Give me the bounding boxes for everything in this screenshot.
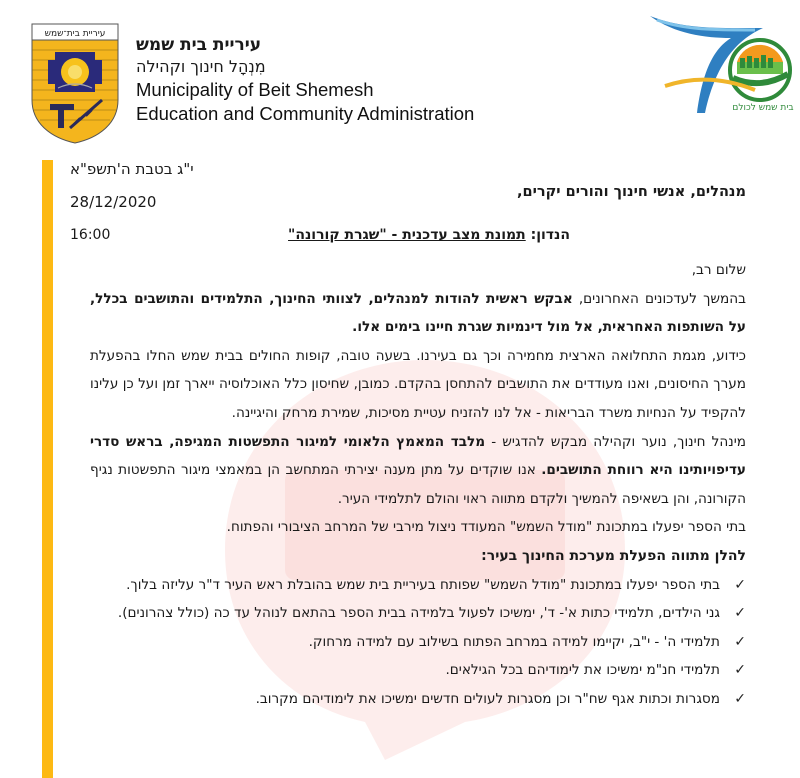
accent-side-bar — [42, 160, 53, 778]
department-name-he: מִנְהָל חינוך וקהילה — [136, 57, 266, 76]
letterhead — [136, 34, 496, 126]
svg-text:עיריית בית־שמש: עיריית בית־שמש — [44, 29, 106, 39]
subject-prefix: הנדון: — [530, 227, 570, 243]
checkmark-icon: ✓ — [734, 576, 746, 593]
checkmark-icon: ✓ — [734, 605, 746, 622]
list-item: ✓ מסגרות וכתות אגף שח"ר וכן מסגרות לעולים חדשים ימשיכו את לימודיהם מקרוב. — [90, 685, 746, 714]
emphasis-rest: אנו שוקדים על מתן מענה יצירתי המתחשב הן במאמצי מיגור התפשטות נגיף הקורונה, והן בשאיפה להמשיך ולקדם מתווה ראוי והולם לתלמידי העיר. — [90, 462, 746, 507]
municipality-crest-icon — [30, 22, 120, 144]
letter-subject — [288, 227, 570, 243]
paragraph-thanks — [90, 285, 746, 342]
outline-heading: להלן מתווה הפעלת מערכת החינוך בעיר: — [481, 547, 746, 564]
list-item: ✓ תלמידי חנ"מ ימשיכו את לימודיהם בכל הגילאים. — [90, 656, 746, 685]
list-item: ✓ בתי הספר יפעלו במתכונת "מודל השמש" שפותח בעיריית בית שמש בהובלת ראש העיר ד"ר עליזה בלוך. — [90, 571, 746, 600]
emphasis-intro: מינהל חינוך, נוער וקהילה מבקש להדגיש - — [491, 433, 747, 450]
outline-list — [90, 571, 746, 714]
letter-body — [90, 256, 746, 714]
checkmark-icon: ✓ — [734, 690, 746, 707]
hebrew-date: י"ג בטבת ה'תשפ"א — [70, 160, 194, 178]
letter-time: 16:00 — [70, 227, 111, 243]
municipality-name-en: Municipality of Beit Shemesh — [136, 79, 374, 100]
svg-text:בית שמש לכולם: בית שמש לכולם — [732, 103, 794, 113]
thanks-intro: בהמשך לעדכונים האחרונים, — [578, 290, 746, 307]
department-name-en: Education and Community Administration — [136, 103, 475, 124]
list-item: ✓ גני הילדים, תלמידי כתות א'- ד', ימשיכו לפעול בלמידה בבית הספר בהתאם לנוהל עד כה (כולל צהרונים). — [90, 599, 746, 628]
letter-addressee: מנהלים, אנשי חינוך והורים יקרים, — [517, 184, 746, 200]
checkmark-icon: ✓ — [734, 662, 746, 679]
subject-text: תמונת מצב עדכנית - "שגרת קורונה" — [288, 227, 526, 243]
emphasis-bold: מלבד המאמץ הלאומי למיגור התפשטות המגיפה, בראש סדרי עדיפויותינו היא רווחת התושבים. — [90, 433, 746, 479]
paragraph-emphasis — [90, 428, 746, 514]
thanks-bold: אבקש ראשית להודות למנהלים, לצוותי החינוך, התלמידים והתושבים בכלל, על השותפות האחראית, אל מול דינמיות שגרת חיינו בימים אלו. — [90, 290, 746, 336]
greeting: שלום רב, — [691, 262, 746, 278]
beit-shemesh-70-logo-icon — [645, 8, 795, 118]
gregorian-date: 28/12/2020 — [70, 193, 157, 211]
paragraph-morbidity: כידוע, מגמת התחלואה הארצית מחמירה וכך גם בעירנו. בשעה טובה, קופות החולים בבית שמש החלו בהפעלת מערך החיסונים, ואנו מעודדים את התושבים להתחסן בהקדם. כמובן, שחיסון כלל האוכלוסיה ייארך זמן ועל כן עלינו להקפיד על הנחיות משרד הבריאות - אל לנו להזניח עטיית מסיכות, שמירת מרחק והיגיינה. — [90, 347, 746, 421]
checkmark-icon: ✓ — [734, 633, 746, 650]
municipality-name-he: עיריית בית שמש — [136, 35, 262, 55]
paragraph-sun-model: בתי הספר יפעלו במתכונת "מודל השמש" המעודד ניצול מירבי של המרחב הציבורי והפתוח. — [226, 519, 746, 536]
list-item: ✓ תלמידי ה' - י"ב, יקיימו למידה במרחב הפתוח בשילוב עם למידה מרחוק. — [90, 628, 746, 657]
